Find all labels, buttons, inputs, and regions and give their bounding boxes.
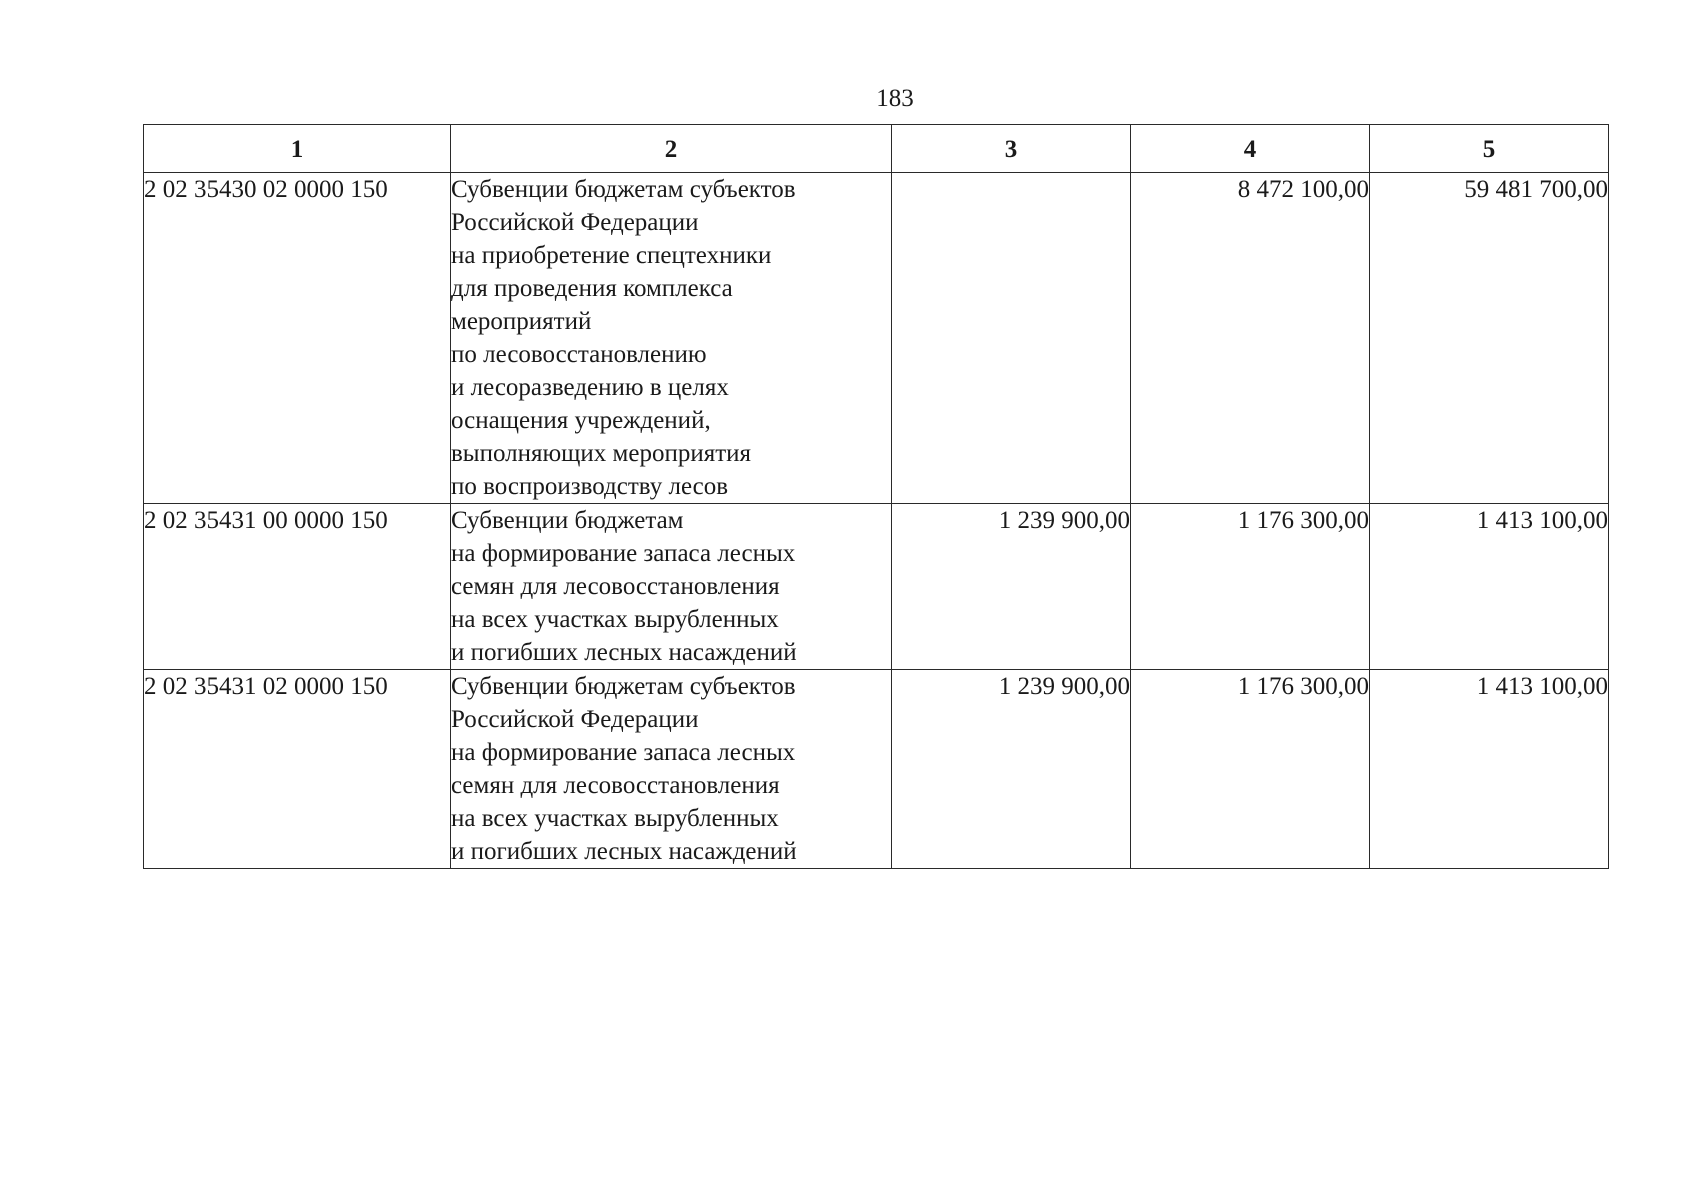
- description-line: по воспроизводству лесов: [451, 473, 729, 500]
- table-row: [144, 670, 1609, 869]
- description-line: Субвенции бюджетам субъектов: [451, 673, 796, 700]
- description-line: выполняющих мероприятия: [451, 440, 752, 467]
- amount-col3-cell: 1 239 900,00: [892, 504, 1131, 670]
- description-line: на формирование запаса лесных: [451, 739, 796, 766]
- description-line: семян для лесовосстановления: [451, 772, 780, 799]
- description-line: семян для лесовосстановления: [451, 573, 780, 600]
- description-line: Субвенции бюджетам субъектов: [451, 176, 796, 203]
- description-line: Субвенции бюджетам: [451, 507, 684, 534]
- description-line: Российской Федерации: [451, 706, 699, 733]
- description-line: и погибших лесных насаждений: [451, 838, 797, 865]
- budget-code-cell: 2 02 35430 02 0000 150: [144, 173, 451, 504]
- description-line: и лесоразведению в целях: [451, 374, 729, 401]
- description-line: по лесовосстановлению: [451, 341, 707, 368]
- table-row: [144, 504, 1609, 670]
- description-line: на всех участках вырубленных: [451, 805, 779, 832]
- column-header-4: 4: [1131, 125, 1370, 173]
- budget-table: [143, 124, 1609, 869]
- column-header-1: 1: [144, 125, 451, 173]
- column-header-2: 2: [451, 125, 892, 173]
- amount-col5-cell: 59 481 700,00: [1370, 173, 1609, 504]
- budget-code-cell: 2 02 35431 00 0000 150: [144, 504, 451, 670]
- description-line: Российской Федерации: [451, 209, 699, 236]
- column-header-3: 3: [892, 125, 1131, 173]
- amount-col5-cell: 1 413 100,00: [1370, 670, 1609, 869]
- description-line: оснащения учреждений,: [451, 407, 711, 434]
- description-cell: [451, 504, 892, 670]
- amount-col5-cell: 1 413 100,00: [1370, 504, 1609, 670]
- description-cell: [451, 670, 892, 869]
- description-line: и погибших лесных насаждений: [451, 639, 797, 666]
- description-line: на приобретение спецтехники: [451, 242, 772, 269]
- budget-code-cell: 2 02 35431 02 0000 150: [144, 670, 451, 869]
- description-line: на формирование запаса лесных: [451, 540, 796, 567]
- amount-col4-cell: 8 472 100,00: [1131, 173, 1370, 504]
- amount-col4-cell: 1 176 300,00: [1131, 504, 1370, 670]
- description-line: для проведения комплекса: [451, 275, 733, 302]
- amount-col3-cell: [892, 173, 1131, 504]
- amount-col3-cell: 1 239 900,00: [892, 670, 1131, 869]
- table-row: [144, 173, 1609, 504]
- page-number: 183: [876, 85, 914, 112]
- amount-col4-cell: 1 176 300,00: [1131, 670, 1370, 869]
- description-cell: [451, 173, 892, 504]
- table-header-row: [144, 125, 1609, 173]
- description-line: мероприятий: [451, 308, 592, 335]
- description-line: на всех участках вырубленных: [451, 606, 779, 633]
- column-header-5: 5: [1370, 125, 1609, 173]
